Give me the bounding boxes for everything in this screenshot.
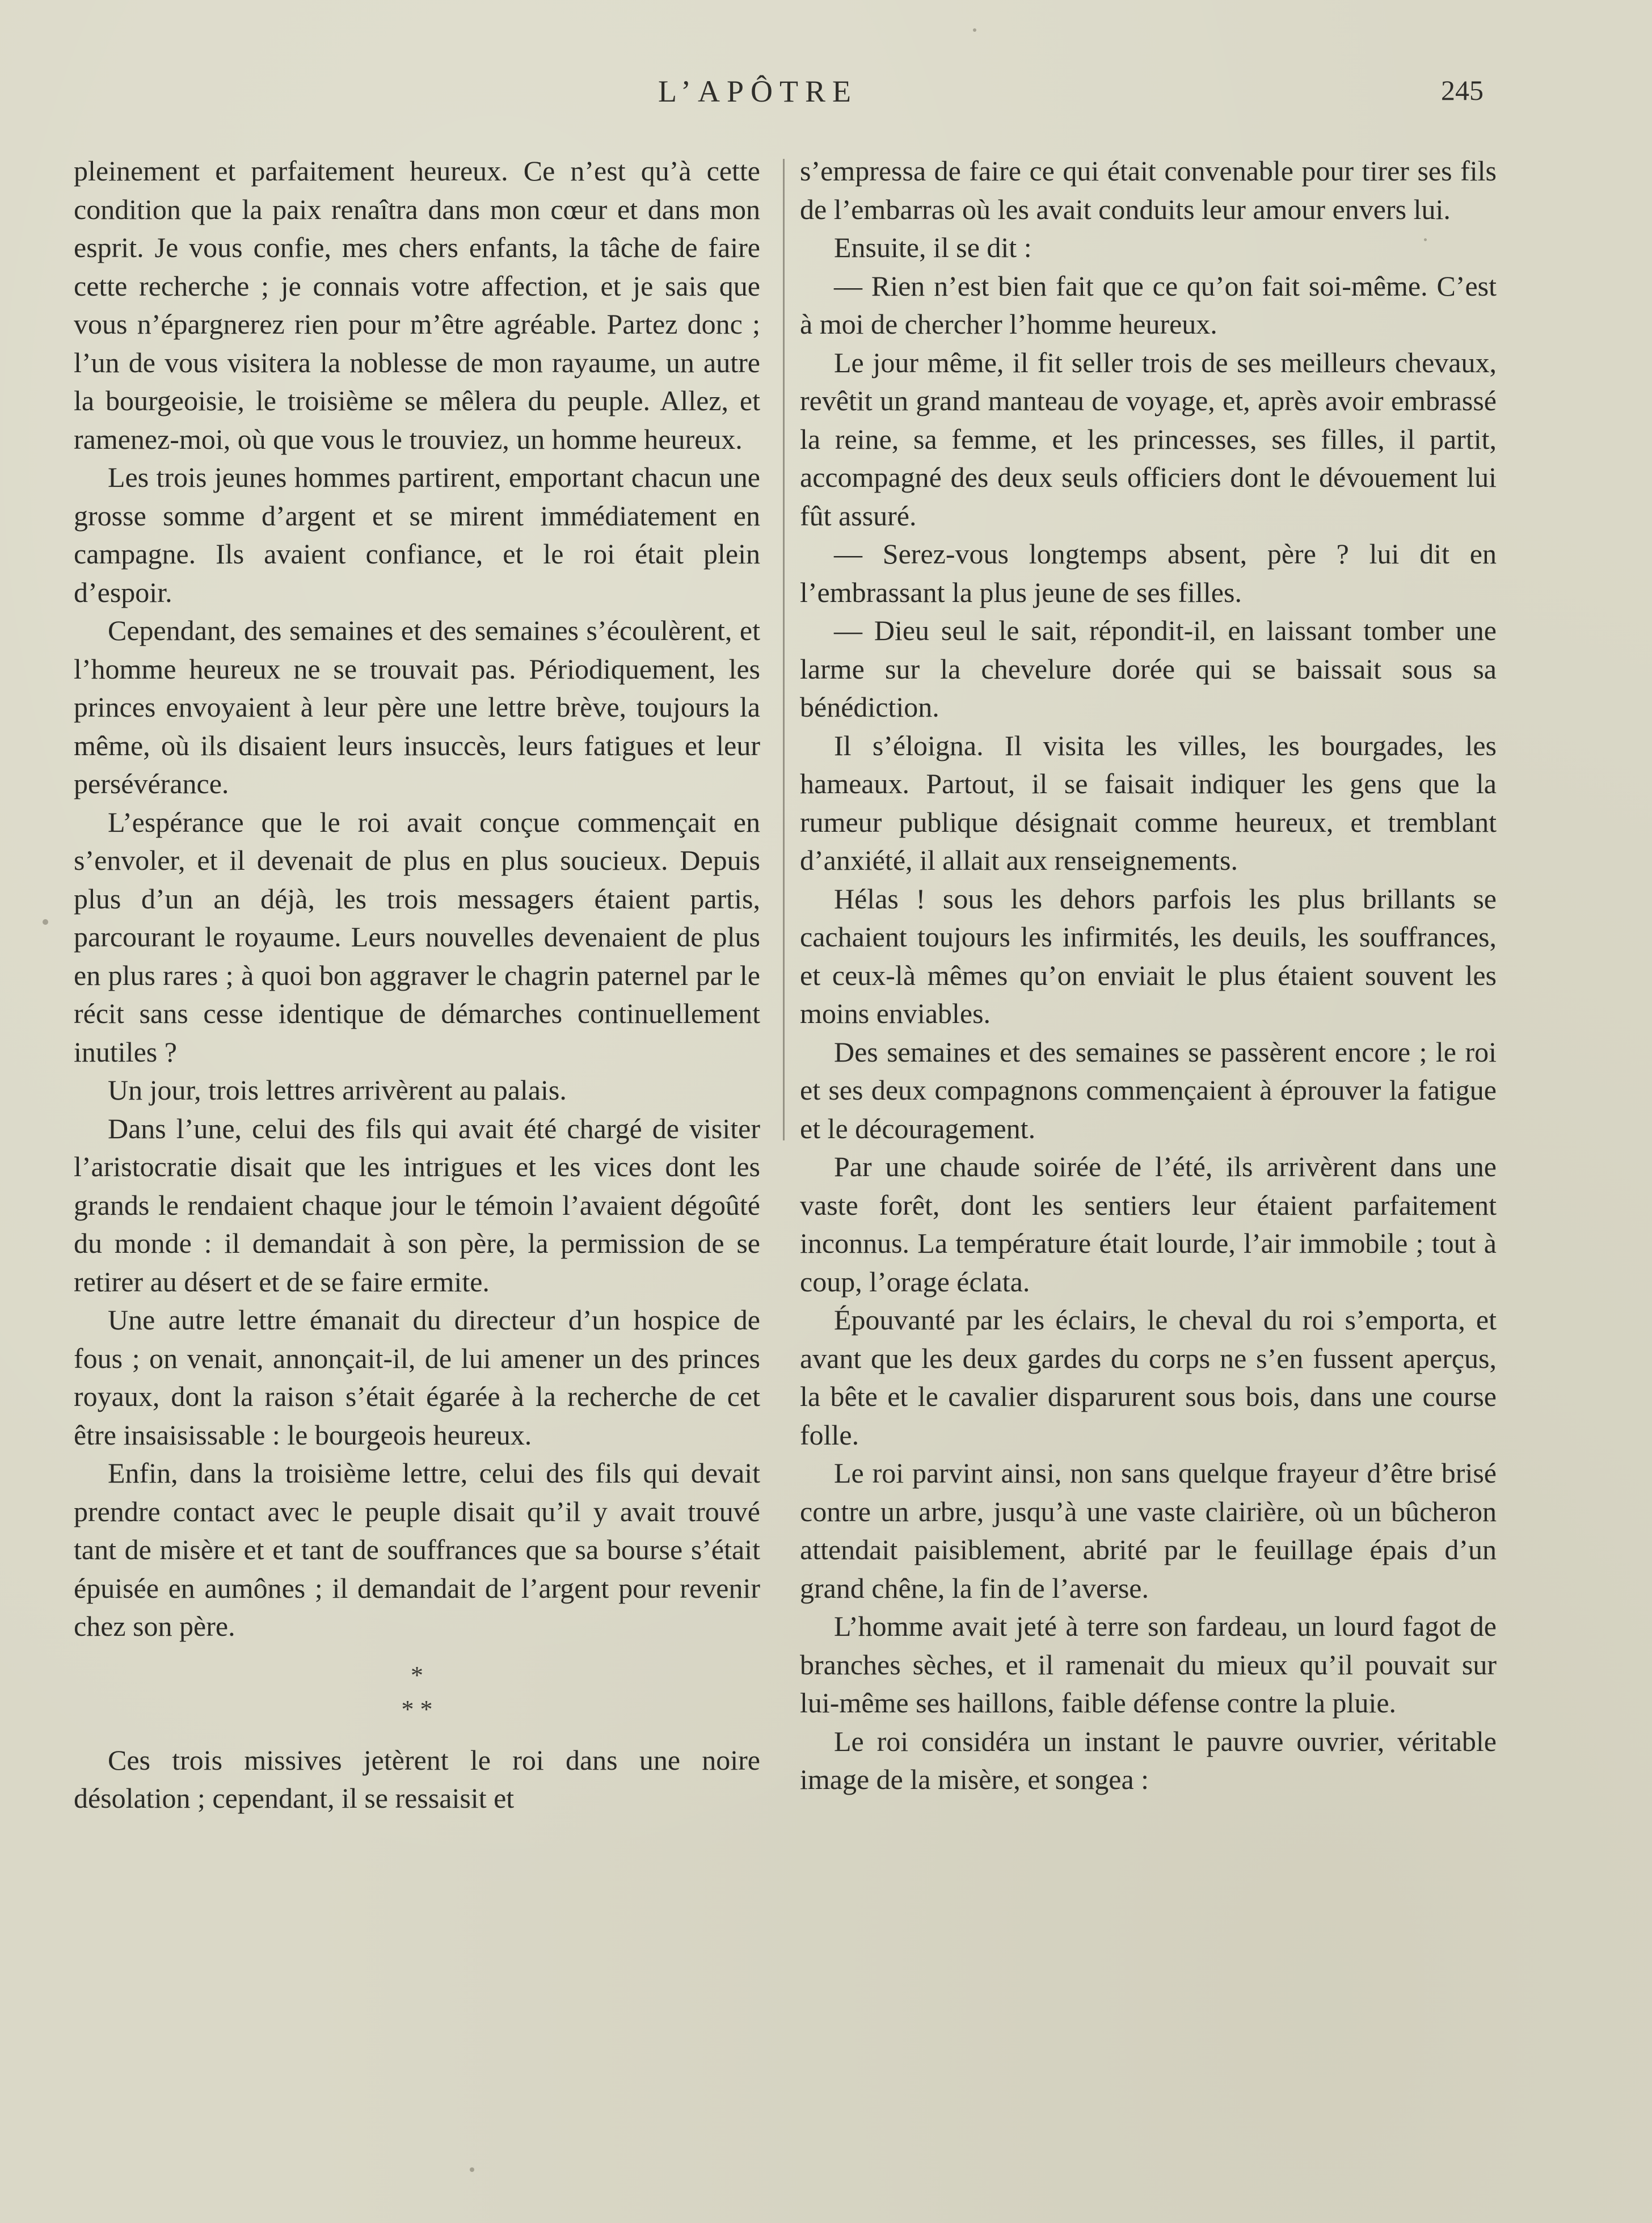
paper-speck (470, 2167, 474, 2172)
separator-asterisk-top: * (411, 1661, 423, 1689)
paragraph: Ces trois missives jetèrent le roi dans une noire désolation ; cependant, il se ressaisit et (74, 1744, 760, 1814)
paragraph: Ensuite, il se dit : (834, 231, 1032, 263)
paragraph: — Rien n’est bien fait que ce qu’on fait soi-même. C’est à moi de chercher l’homme heureux. (800, 270, 1497, 340)
running-title: L’APÔTRE (658, 74, 858, 108)
separator-asterisks-bottom: * * (401, 1695, 433, 1723)
page-number: 245 (1441, 74, 1484, 106)
paragraph: Hélas ! sous les dehors parfois les plus brillants se cachaient toujours les infirmités, les deuils, les souffrances, et ceux-là mêmes qu’on enviait le plus étaient souvent les moins enviables. (800, 882, 1497, 1029)
paragraph: Épouvanté par les éclairs, le cheval du roi s’emporta, et avant que les deux gardes du corps ne s’en fussent aperçus, la bête et le cavalier disparurent sous bois, dans une course folle. (800, 1304, 1497, 1451)
left-column (74, 152, 760, 1818)
paragraph: Les trois jeunes hommes partirent, emportant chacun une grosse somme d’argent et se mirent immédiatement en campagne. Ils avaient confiance, et le roi était plein d’espoir. (74, 461, 760, 608)
paragraph: Le roi considéra un instant le pauvre ouvrier, véritable image de la misère, et songea : (800, 1725, 1497, 1795)
paper-speck (1424, 238, 1427, 241)
paragraph: — Dieu seul le sait, répondit-il, en laissant tomber une larme sur la chevelure dorée qui se baissait sous sa bénédiction. (800, 614, 1497, 723)
paragraph: Enfin, dans la troisième lettre, celui des fils qui devait prendre contact avec le peuple disait qu’il y avait trouvé tant de misère et et tant de souffrances que sa bourse s’était épuisée en aumônes ; il demandait de l’argent pour revenir chez son père. (74, 1457, 760, 1642)
section-separator (74, 1658, 760, 1727)
paper-speck (973, 28, 976, 32)
paragraph: Une autre lettre émanait du directeur d’un hospice de fous ; on venait, annonçait-il, de lui amener un des princes royaux, dont la raison s’était égarée à la recherche de cet être insaisissable : le bourgeois heureux. (74, 1304, 760, 1451)
paragraph: Cependant, des semaines et des semaines s’écoulèrent, et l’homme heureux ne se trouvait pas. Périodiquement, les princes envoyaient à leur père une lettre brève, toujours la même, où ils disaient leurs insuccès, leurs fatigues et leur persévérance. (74, 614, 760, 799)
paragraph: s’empressa de faire ce qui était convenable pour tirer ses fils de l’embarras où les avait conduits leur amour envers lui. (800, 155, 1497, 225)
paragraph: pleinement et parfaitement heureux. Ce n’est qu’à cette condition que la paix renaîtra dans mon cœur et dans mon esprit. Je vous confie, mes chers enfants, la tâche de faire cette recherche ; je connais votre affection, et je sais que vous n’épargnerez rien pour m’être agréable. Partez donc ; l’un de vous visitera la noblesse de mon rayaume, un autre la bourgeoisie, le troisième se mêlera du peuple. Allez, et ramenez-moi, où que vous le trouviez, un homme heureux. (74, 155, 760, 455)
paragraph: Un jour, trois lettres arrivèrent au palais. (108, 1074, 567, 1106)
paragraph: Il s’éloigna. Il visita les villes, les bourgades, les hameaux. Partout, il se faisait indiquer les gens que la rumeur publique désignait comme heureux, et tremblant d’anxiété, il allait aux renseignements. (800, 729, 1497, 876)
paragraph: Par une chaude soirée de l’été, ils arrivèrent dans une vaste forêt, dont les sentiers leur étaient parfaitement inconnus. La température était lourde, l’air immobile ; tout à coup, l’orage éclata. (800, 1151, 1497, 1298)
right-column (800, 152, 1497, 1799)
page-header (0, 74, 1652, 113)
paper-speck (43, 919, 48, 925)
paragraph: Le roi parvint ainsi, non sans quelque frayeur d’être brisé contre un arbre, jusqu’à une vaste clairière, où un bûcheron attendait paisiblement, abrité par le feuillage épais d’un grand chêne, la fin de l’averse. (800, 1457, 1497, 1604)
paragraph: L’homme avait jeté à terre son fardeau, un lourd fagot de branches sèches, et il ramenait du mieux qu’il pouvait sur lui-même ses haillons, faible défense contre la pluie. (800, 1610, 1497, 1719)
paragraph: L’espérance que le roi avait conçue commençait en s’envoler, et il devenait de plus en plus soucieux. Depuis plus d’un an déjà, les trois messagers étaient partis, parcourant le royaume. Leurs nouvelles devenaient de plus en plus rares ; à quoi bon aggraver le chagrin paternel par le récit sans cesse identique de démarches continuellement inutiles ? (74, 806, 760, 1068)
paragraph: Des semaines et des semaines se passèrent encore ; le roi et ses deux compagnons commençaient à éprouver la fatigue et le découragement. (800, 1035, 1497, 1144)
column-rule (783, 159, 785, 1140)
paragraph: Dans l’une, celui des fils qui avait été chargé de visiter l’aristocratie disait que les intrigues et les vices dont les grands le rendaient chaque jour le témoin l’avaient dégoûté du monde : il demandait à son père, la permission de se retirer au désert et de se faire ermite. (74, 1112, 760, 1298)
paragraph: Le jour même, il fit seller trois de ses meilleurs chevaux, revêtit un grand manteau de voyage, et, après avoir embrassé la reine, sa femme, et les princesses, ses filles, il partit, accompagné des deux seuls officiers dont le dévouement lui fût assuré. (800, 346, 1497, 532)
paragraph: — Serez-vous longtemps absent, père ? lui dit en l’embrassant la plus jeune de ses filles. (800, 538, 1497, 608)
